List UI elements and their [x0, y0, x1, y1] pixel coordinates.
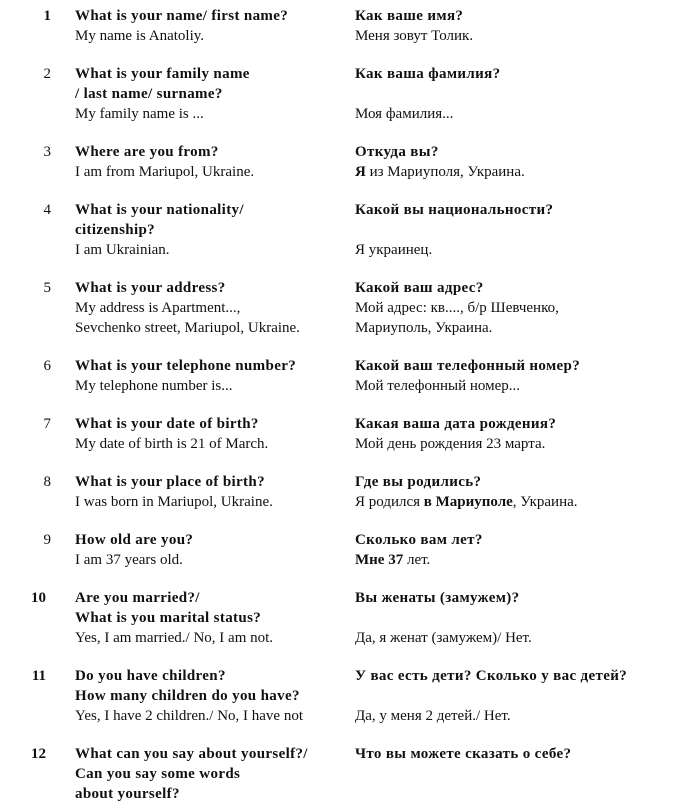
russian-question-line: Как ваше имя? [355, 8, 464, 24]
spacer [355, 686, 685, 706]
english-answer-line: My name is Anatoliy. [75, 28, 205, 44]
english-answer-line: My address is Apartment..., [75, 300, 241, 316]
answer-emphasis: в Мариуполе [423, 494, 513, 510]
english-question-line: Are you married?/ [75, 590, 200, 606]
russian-answer-line [355, 492, 685, 512]
russian-column [355, 414, 685, 454]
english-question-line: What is your address? [75, 280, 226, 296]
russian-answer-line: Да, у меня 2 детей./ Нет. [355, 708, 511, 724]
russian-column [355, 666, 685, 726]
entry-number: 7 [43, 416, 51, 432]
english-question-line: Do you have children? [75, 668, 226, 684]
english-question-line: What is your family name [75, 66, 250, 82]
english-column [75, 472, 355, 512]
english-column [75, 414, 355, 454]
english-column [75, 356, 355, 396]
english-question-line: What is you marital status? [75, 610, 262, 626]
english-question-line: What is your telephone number? [75, 358, 297, 374]
english-question-line: Where are you from? [75, 144, 219, 160]
spacer [355, 608, 685, 628]
russian-question-line: Какой вы национальности? [355, 202, 554, 218]
english-question-line: How old are you? [75, 532, 194, 548]
english-question-line: What can you say about yourself?/ [75, 746, 308, 762]
spacer [355, 220, 685, 240]
russian-column [355, 64, 685, 124]
english-question-line: What is your name/ first name? [75, 8, 289, 24]
russian-question-line: Вы женаты (замужем)? [355, 590, 520, 606]
english-answer-line: I am 37 years old. [75, 552, 183, 568]
russian-answer-line: Моя фамилия... [355, 106, 454, 122]
russian-answer-line [355, 162, 685, 182]
russian-question-line: Какой ваш телефонный номер? [355, 358, 581, 374]
english-answer-line: Yes, I have 2 children./ No, I have not [75, 708, 304, 724]
russian-column [355, 200, 685, 260]
russian-question-line: Что вы можете сказать о себе? [355, 746, 572, 762]
russian-question-line: Откуда вы? [355, 144, 439, 160]
russian-question-line: Какой ваш адрес? [355, 280, 484, 296]
russian-question-line: Где вы родились? [355, 474, 482, 490]
entry-number: 6 [43, 358, 51, 374]
english-answer-line: I am from Mariupol, Ukraine. [75, 164, 255, 180]
russian-column [355, 530, 685, 570]
russian-answer-line: Мой адрес: кв...., б/р Шевченко, [355, 300, 559, 316]
english-column [75, 142, 355, 182]
english-answer-line: My telephone number is... [75, 378, 233, 394]
russian-column [355, 6, 685, 46]
russian-answer-line: Меня зовут Толик. [355, 28, 474, 44]
english-answer-line: I was born in Mariupol, Ukraine. [75, 494, 273, 510]
russian-question-line: У вас есть дети? Сколько у вас детей? [355, 668, 628, 684]
english-answer-line: Sevchenko street, Mariupol, Ukraine. [75, 320, 300, 336]
entry-number: 2 [43, 66, 51, 82]
entry-number: 1 [43, 8, 51, 24]
entry-number: 3 [43, 144, 51, 160]
entry-number: 8 [43, 474, 51, 490]
russian-column [355, 588, 685, 648]
english-question-line: Can you say some words [75, 766, 241, 782]
english-question-line: What is your place of birth? [75, 474, 265, 490]
russian-question-line: Сколько вам лет? [355, 532, 483, 548]
entry-number: 11 [31, 668, 46, 684]
russian-answer-line: Я украинец. [355, 242, 433, 258]
russian-answer-line: Мой день рождения 23 марта. [355, 436, 546, 452]
russian-question-line: Какая ваша дата рождения? [355, 416, 557, 432]
english-answer-line: My date of birth is 21 of March. [75, 436, 269, 452]
russian-column [355, 142, 685, 182]
answer-part: из Мариуполя, Украина. [365, 164, 525, 180]
english-answer-line: I am Ukrainian. [75, 242, 170, 258]
russian-column [355, 744, 685, 764]
entry-number: 10 [31, 590, 46, 606]
english-column [75, 530, 355, 570]
english-column [75, 588, 355, 648]
english-column [75, 200, 355, 260]
russian-answer-line: Да, я женат (замужем)/ Нет. [355, 630, 532, 646]
answer-part: , Украина. [512, 494, 578, 510]
entry-number: 5 [43, 280, 51, 296]
spacer [355, 84, 685, 104]
russian-answer-line: Мариуполь, Украина. [355, 320, 493, 336]
english-question-line: What is your nationality/ [75, 202, 244, 218]
answer-part: Я [355, 164, 366, 180]
english-column [75, 278, 355, 338]
russian-column [355, 472, 685, 512]
english-question-line: about yourself? [75, 786, 180, 802]
russian-answer-line [355, 550, 685, 570]
answer-part: лет. [403, 552, 431, 568]
russian-column [355, 356, 685, 396]
english-question-line: What is your date of birth? [75, 416, 259, 432]
russian-question-line: Как ваша фамилия? [355, 66, 501, 82]
english-answer-line: My family name is ... [75, 106, 204, 122]
entry-number: 4 [43, 202, 51, 218]
english-column [75, 666, 355, 726]
russian-column [355, 278, 685, 338]
entry-number: 12 [31, 746, 46, 762]
english-question-line: citizenship? [75, 222, 156, 238]
russian-answer-line: Мой телефонный номер... [355, 378, 521, 394]
english-question-line: How many children do you have? [75, 688, 300, 704]
english-column [75, 6, 355, 46]
entry-number: 9 [43, 532, 51, 548]
answer-part: Я родился [355, 494, 424, 510]
english-column [75, 744, 355, 804]
english-answer-line: Yes, I am married./ No, I am not. [75, 630, 274, 646]
english-question-line: / last name/ surname? [75, 86, 223, 102]
english-column [75, 64, 355, 124]
answer-emphasis: Мне 37 [355, 552, 404, 568]
